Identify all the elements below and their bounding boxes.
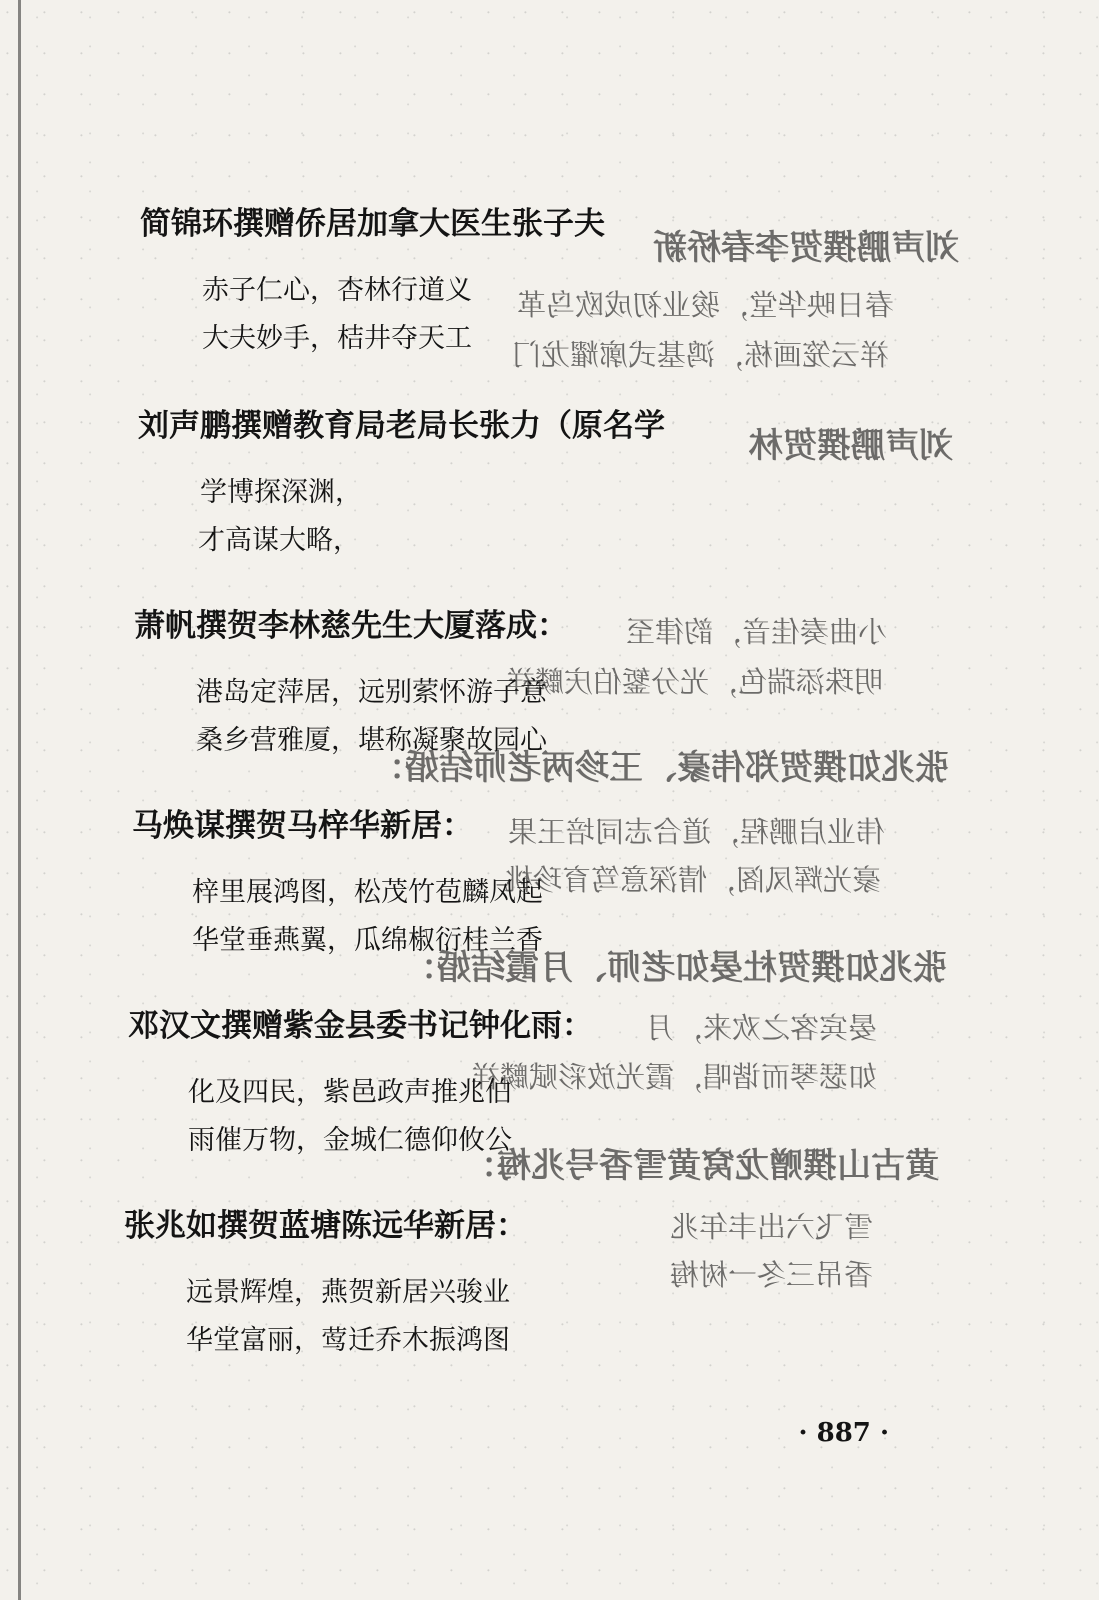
bleed-through-line: 豪光辉凤阁，情深意笃育珍桃 bbox=[503, 863, 881, 897]
bleed-through-line: 明珠添瑞色，光分錾伯庆麟祥 bbox=[505, 665, 883, 699]
bleed-through-line: 伟业启鹏程，道合志同培王果 bbox=[507, 815, 885, 849]
verse-line: 化及四民，紫邑政声推兆伯 bbox=[188, 1077, 512, 1108]
bleed-through-line: 春日映华堂，骏业初成欧鸟革 bbox=[516, 288, 894, 322]
section-title: 简锦环撰赠侨居加拿大医生张子夫 bbox=[140, 206, 605, 242]
verse-line: 远景辉煌，燕贺新居兴骏业 bbox=[186, 1277, 510, 1308]
verse-line: 赤子仁心，杏林行道义 bbox=[202, 275, 472, 306]
verse-line: 大夫妙手，桔井夺天工 bbox=[202, 323, 472, 354]
section-title: 刘声鹏撰赠教育局老局长张力（原名学 bbox=[138, 408, 665, 444]
verse-line: 才高谋大略， bbox=[198, 525, 360, 556]
bleed-through-line: 小曲奏佳音，韵律至 bbox=[625, 615, 887, 649]
page-number: · 887 · bbox=[798, 1418, 889, 1448]
bleed-through-line: 雪飞六出丰年兆 bbox=[669, 1210, 873, 1244]
section-title: 张兆如撰贺蓝塘陈远华新居： bbox=[124, 1208, 527, 1244]
bleed-through-heading: 黄古山撰赠龙窝黄雪香号兆梅： bbox=[463, 1146, 939, 1186]
bleed-through-heading: 张兆如撰贺郑伟豪、王珍两老师结婚： bbox=[371, 748, 949, 788]
verse-line: 华堂富丽，莺迁乔木振鸿图 bbox=[186, 1325, 510, 1356]
section-title: 邓汉文撰赠紫金县委书记钟化雨： bbox=[128, 1008, 593, 1044]
bleed-through-line: 香吊三冬一树梅 bbox=[669, 1258, 873, 1292]
bleed-through-line: 祥云笼画栋，鸿基式廓耀龙门 bbox=[511, 338, 889, 372]
verse-line: 华堂垂燕翼，瓜绵椒衍桂兰香 bbox=[192, 925, 543, 956]
verse-line: 学博探深渊， bbox=[200, 477, 362, 508]
section-title: 马焕谋撰贺马梓华新居： bbox=[132, 808, 473, 844]
bleed-through-line: 晏宾客之欢来，月 bbox=[644, 1011, 877, 1045]
section-title: 萧帆撰贺李林慈先生大厦落成： bbox=[134, 608, 568, 644]
verse-line: 桑乡营雅厦，堪称凝聚故园心 bbox=[196, 725, 547, 756]
verse-line: 梓里展鸿图，松茂竹苞麟凤起 bbox=[192, 877, 543, 908]
bleed-through-line: 如瑟琴而谐唱，霞光放彩赋麟祥 bbox=[470, 1060, 877, 1094]
verse-line: 港岛定萍居，远别萦怀游子意 bbox=[196, 677, 547, 708]
bleed-through-heading: 刘声鹏撰贺林 bbox=[749, 426, 953, 466]
verse-line: 雨催万物，金城仁德仰攸公 bbox=[188, 1125, 512, 1156]
scan-margin-edge bbox=[18, 0, 21, 1600]
bleed-through-heading: 刘声鹏撰贺李春桥新 bbox=[653, 228, 959, 268]
bleed-through-heading: 张兆如撰贺杜晏如老师、月霞结婚： bbox=[403, 948, 947, 988]
